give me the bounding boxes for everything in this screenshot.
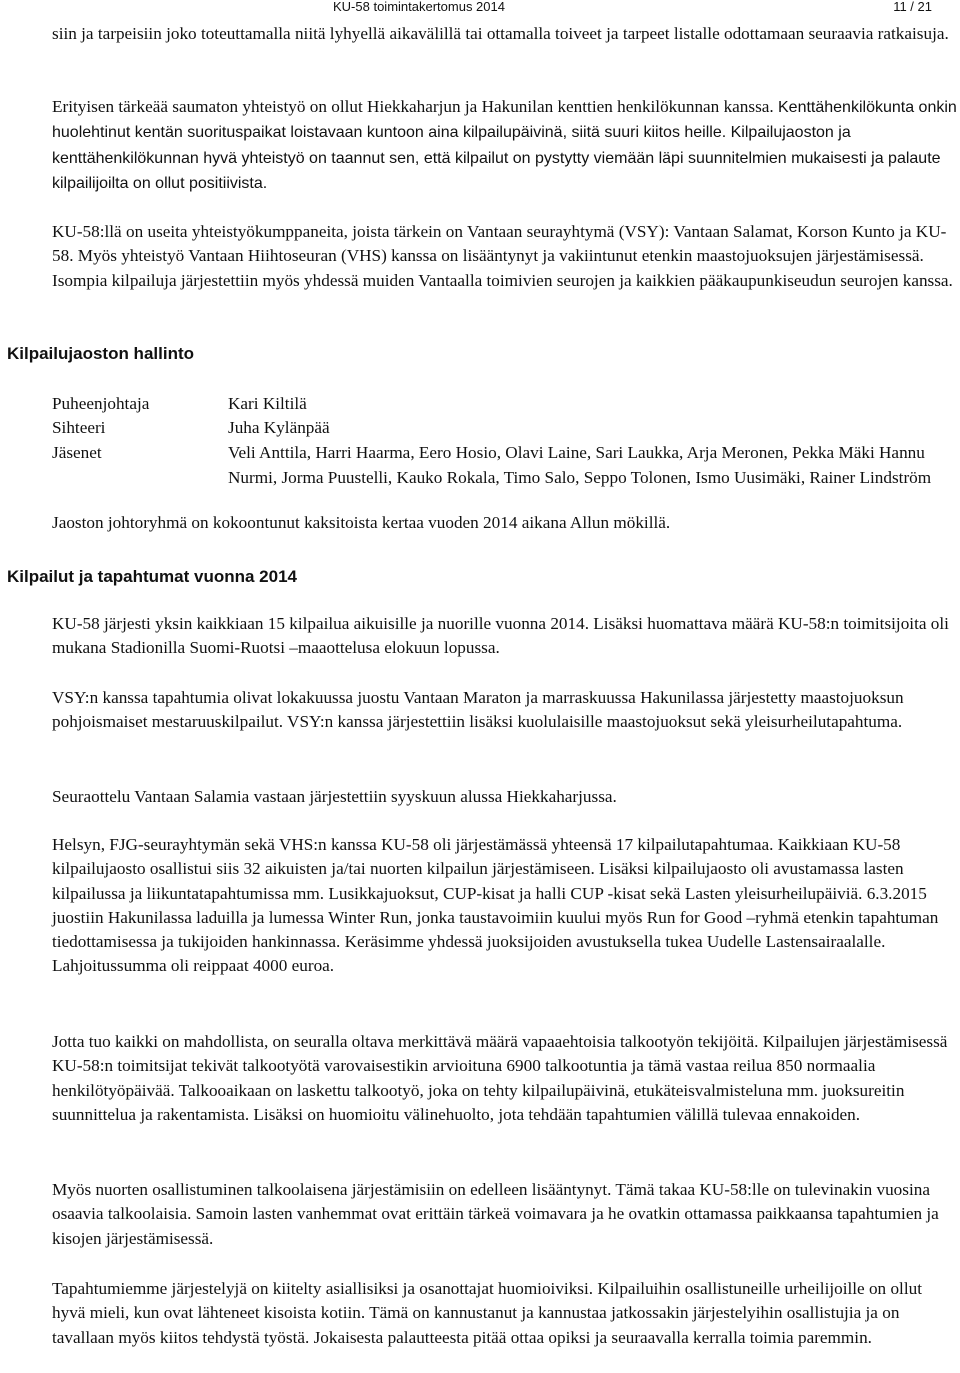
youth-paragraph: Myös nuorten osallistuminen talkoolaisena järjestämisiin on edelleen lisääntynyt. Tämä takaa KU-58:lle on tulevinakin vuosina osaavia talkoolaisia. Samoin lasten vanhemmat ovat erittäin tärkeä voimavara ja he ovatkin ottamassa paikkaansa tapahtumien ja kisojen järjestämisessä. xyxy=(52,1180,939,1248)
document-title: KU-58 toimintakertomus 2014 xyxy=(333,0,505,14)
member-names: Veli Anttila, Harri Haarma, Eero Hosio, Olavi Laine, Sari Laukka, Arja Meronen, Pekka Mäki Hannu Nurmi, Jorma Puustelli, Kauko Rokala, Timo Salo, Seppo Tolonen, Ismo Uusimäki, Rainer Lindström xyxy=(228,443,932,487)
member-names: Kari Kiltilä xyxy=(228,394,307,413)
page-header xyxy=(0,0,960,14)
intro-paragraph-2 xyxy=(52,95,957,196)
member-role: Sihteeri xyxy=(52,418,106,437)
member-role: Puheenjohtaja xyxy=(52,394,150,413)
competitions-paragraph: KU-58 järjesti yksin kaikkiaan 15 kilpailua aikuisille ja nuorille vuonna 2014. Lisäksi huomattava määrä KU-58:n toimitsijoita oli mukana Stadionilla Suomi-Ruotsi –maaottelusa elokuun lopussa. xyxy=(52,614,949,658)
intro-paragraph-3: KU-58:llä on useita yhteistyökumppaneita, joista tärkein on Vantaan seurayhtymä (VSY): Vantaan Salamat, Korson Kunto ja KU-58. Myös yhteistyö Vantaan Hiihtoseuran (VHS) kanssa on lisääntynyt ja vakiintunut etenkin maastojuoksujen järjestämisessä. Isompia kilpailuja järjestettiin myös yhdessä muiden Vantaalla toimivien seurojen ja kaikkien pääkaupunkiseudun seurojen kanssa. xyxy=(52,222,953,290)
section-heading-administration: Kilpailujaoston hallinto xyxy=(7,344,194,363)
competitions-paragraph: Helsyn, FJG-seurayhtymän sekä VHS:n kanssa KU-58 oli järjestämässä yhteensä 17 kilpailutapahtumaa. Kaikkiaan KU-58 kilpailujaosto osallistui siis 32 aikuisten ja/tai nuorten kilpailun järjestämiseen. Lisäksi kilpailujaosto oli avustamassa lasten kilpailussa ja liikuntatapahtumissa mm. Lusikkajuoksut, CUP-kisat ja halli CUP -kisat sekä Lasten yleisurheilupäiviä. 6.3.2015 juostiin Hakunilassa laduilla ja lumessa Winter Run, jonka taustavoimiin kuului myös Run for Good –ryhmä etenkin tapahtuman tiedottamisessa ja tukijoiden hankinnassa. Keräsimme yhdessä juoksijoiden avustuksella tukea Uudelle Lastensairaalalle. Lahjoitussumma oli reippaat 4000 euroa. xyxy=(52,835,939,976)
member-names: Juha Kylänpää xyxy=(228,418,330,437)
member-role: Jäsenet xyxy=(52,443,102,462)
feedback-paragraph: Tapahtumiemme järjestelyjä on kiitelty asiallisiksi ja osanottajat huomioiviksi. Kilpailuihin osallistuneille urheilijoille on ollut hyvä mieli, kun ovat lähteneet kisoista kotiin. Tämä on kannustanut ja kannustaa jatkossakin järjestelyihin osallistujia ja on tavallaan myös kiitos tehdystä työstä. Jokaisesta palautteesta pitää ottaa opiksi ja seuraavalla kerralla toimia paremmin. xyxy=(52,1279,922,1347)
intro-paragraph-1: siin ja tarpeisiin joko toteuttamalla niitä lyhyellä aikavälillä tai ottamalla toiveet ja tarpeet listalle odottamaan seuraavia ratkaisuja. xyxy=(52,24,949,43)
competitions-paragraph: Seuraottelu Vantaan Salamia vastaan järjestettiin syyskuun alussa Hiekkaharjussa. xyxy=(52,787,617,806)
meeting-note: Jaoston johtoryhmä on kokoontunut kaksitoista kertaa vuoden 2014 aikana Allun mökillä. xyxy=(52,513,671,532)
section-heading-competitions: Kilpailut ja tapahtumat vuonna 2014 xyxy=(7,567,298,586)
intro-paragraph-2-serif: Erityisen tärkeää saumaton yhteistyö on ollut Hiekkaharjun ja Hakunilan kenttien henkilökunnan kanssa. xyxy=(52,97,774,116)
volunteer-paragraph: Jotta tuo kaikki on mahdollista, on seuralla oltava merkittävä määrä vapaaehtoisia talkootyön tekijöitä. Kilpailujen järjestämisessä KU-58:n toimitsijat tekivät talkootyötä varovaisestikin arvioituna 6900 talkootuntia ja tämä vastaa reilua 850 normaalia henkilötyöpäivää. Talkooaikaan on laskettu talkootyö, joka on tehty kilpailupäivinä, etukäteisvalmisteluna mm. juoksureitin suunnittelua ja rakentamista. Lisäksi on huomioitu välinehuolto, jota tehdään tapahtumien välillä tulevaa ennakoiden. xyxy=(52,1032,948,1124)
page-number: 11 / 21 xyxy=(893,0,932,14)
intro-paragraph-2-sans: Kenttähenkilökunta onkin huolehtinut kentän suorituspaikat loistavaan kuntoon aina kilpailupäivinä, siitä suuri kiitos heille. Kilpailujaoston ja kenttähenkilökunnan hyvä yhteistyö on taannut sen, että kilpailut on pystytty viemään läpi suunnitelmien mukaisesti ja palaute kilpailijoilta on ollut positiivista. xyxy=(52,99,957,192)
competitions-paragraph: VSY:n kanssa tapahtumia olivat lokakuussa juostu Vantaan Maraton ja marraskuussa Hakunilassa järjestetty maastojuoksun pohjoismaiset mestaruuskilpailut. VSY:n kanssa järjestettiin lisäksi kuolulaisille maastojuoksut sekä yleisurheilutapahtuma. xyxy=(52,688,904,732)
